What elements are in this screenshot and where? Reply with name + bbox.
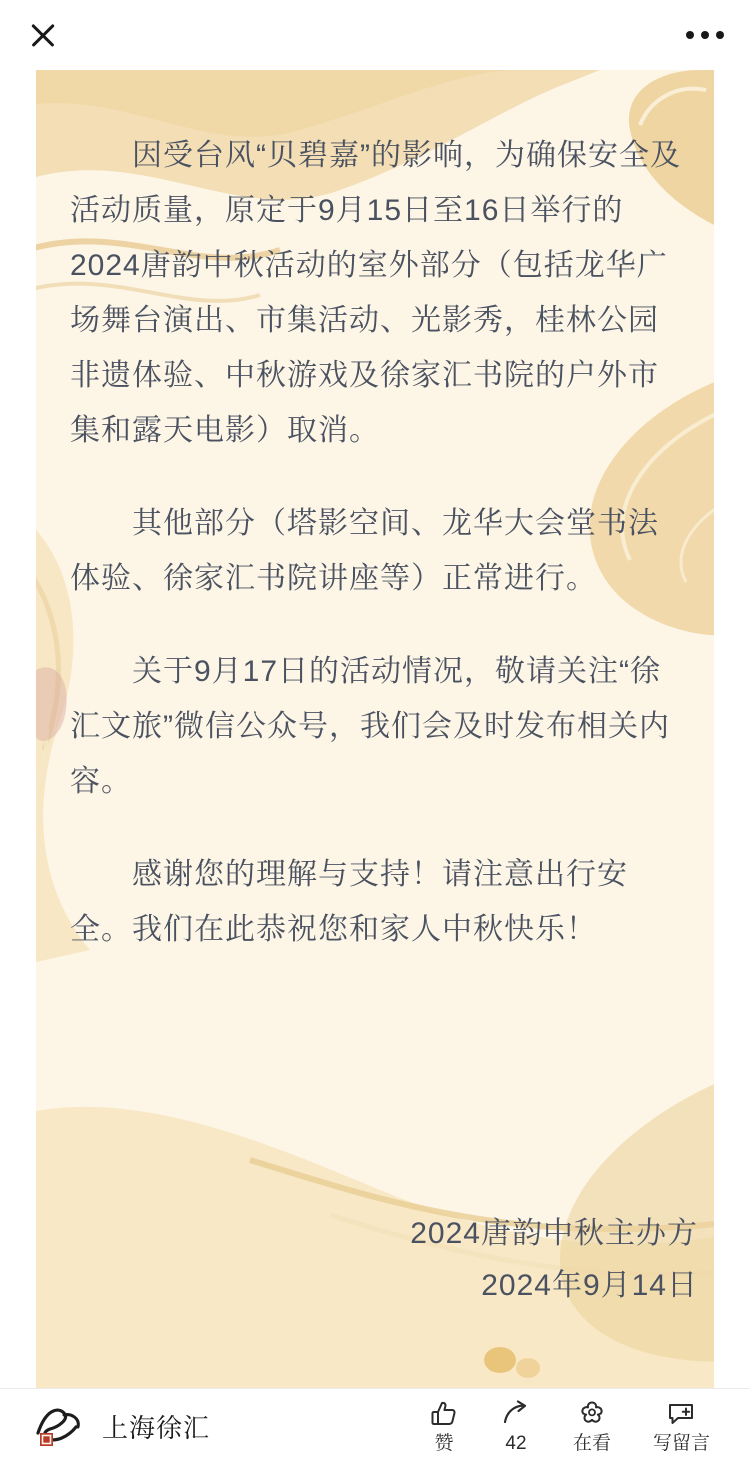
share-count: 42	[505, 1432, 527, 1454]
comment-plus-icon	[666, 1399, 696, 1429]
like-button[interactable]	[429, 1399, 459, 1454]
more-options-icon[interactable]	[686, 21, 724, 49]
comment-button[interactable]	[653, 1399, 710, 1454]
article-body	[0, 70, 750, 1388]
wow-label: 在看	[572, 1432, 611, 1454]
more-dot	[686, 31, 694, 39]
like-label: 赞	[434, 1432, 454, 1454]
page-right-margin	[714, 70, 750, 1388]
action-group	[429, 1399, 724, 1454]
article-paragraph: 感谢您的理解与支持！请注意出行安全。我们在此恭祝您和家人中秋快乐！	[70, 858, 628, 946]
account-entry[interactable]	[34, 1403, 210, 1449]
close-icon[interactable]	[26, 18, 60, 52]
signature-organization: 2024唐韵中秋主办方	[410, 1217, 698, 1250]
top-navigation-bar	[0, 0, 750, 70]
wow-flower-icon	[577, 1399, 607, 1429]
signature-date: 2024年9月14日	[481, 1269, 698, 1302]
article-paragraph: 关于9月17日的活动情况，敬请关注“徐汇文旅”微信公众号，我们会及时发布相关内容。	[70, 655, 670, 798]
page-left-margin	[0, 70, 36, 1388]
share-icon	[501, 1399, 531, 1429]
bottom-action-bar	[0, 1388, 750, 1463]
article-paragraph: 其他部分（塔影空间、龙华大会堂书法体验、徐家汇书院讲座等）正常进行。	[70, 507, 659, 595]
seal-logo-icon	[34, 1403, 86, 1449]
account-name: 上海徐汇	[102, 1412, 211, 1443]
article-content	[0, 70, 750, 957]
share-button[interactable]	[501, 1399, 531, 1454]
article-signature	[410, 1208, 698, 1312]
more-dot	[716, 31, 724, 39]
article-paragraph: 因受台风“贝碧嘉”的影响，为确保安全及活动质量，原定于9月15日至16日举行的2024唐韵中秋活动的室外部分（包括龙华广场舞台演出、市集活动、光影秀，桂林公园非遗体验、中秋游戏及徐家汇书院的户外市集和露天电影）取消。	[70, 139, 681, 447]
thumbs-up-icon	[429, 1399, 459, 1429]
wow-button[interactable]	[573, 1399, 611, 1454]
more-dot	[701, 31, 709, 39]
comment-label: 写留言	[652, 1432, 710, 1454]
